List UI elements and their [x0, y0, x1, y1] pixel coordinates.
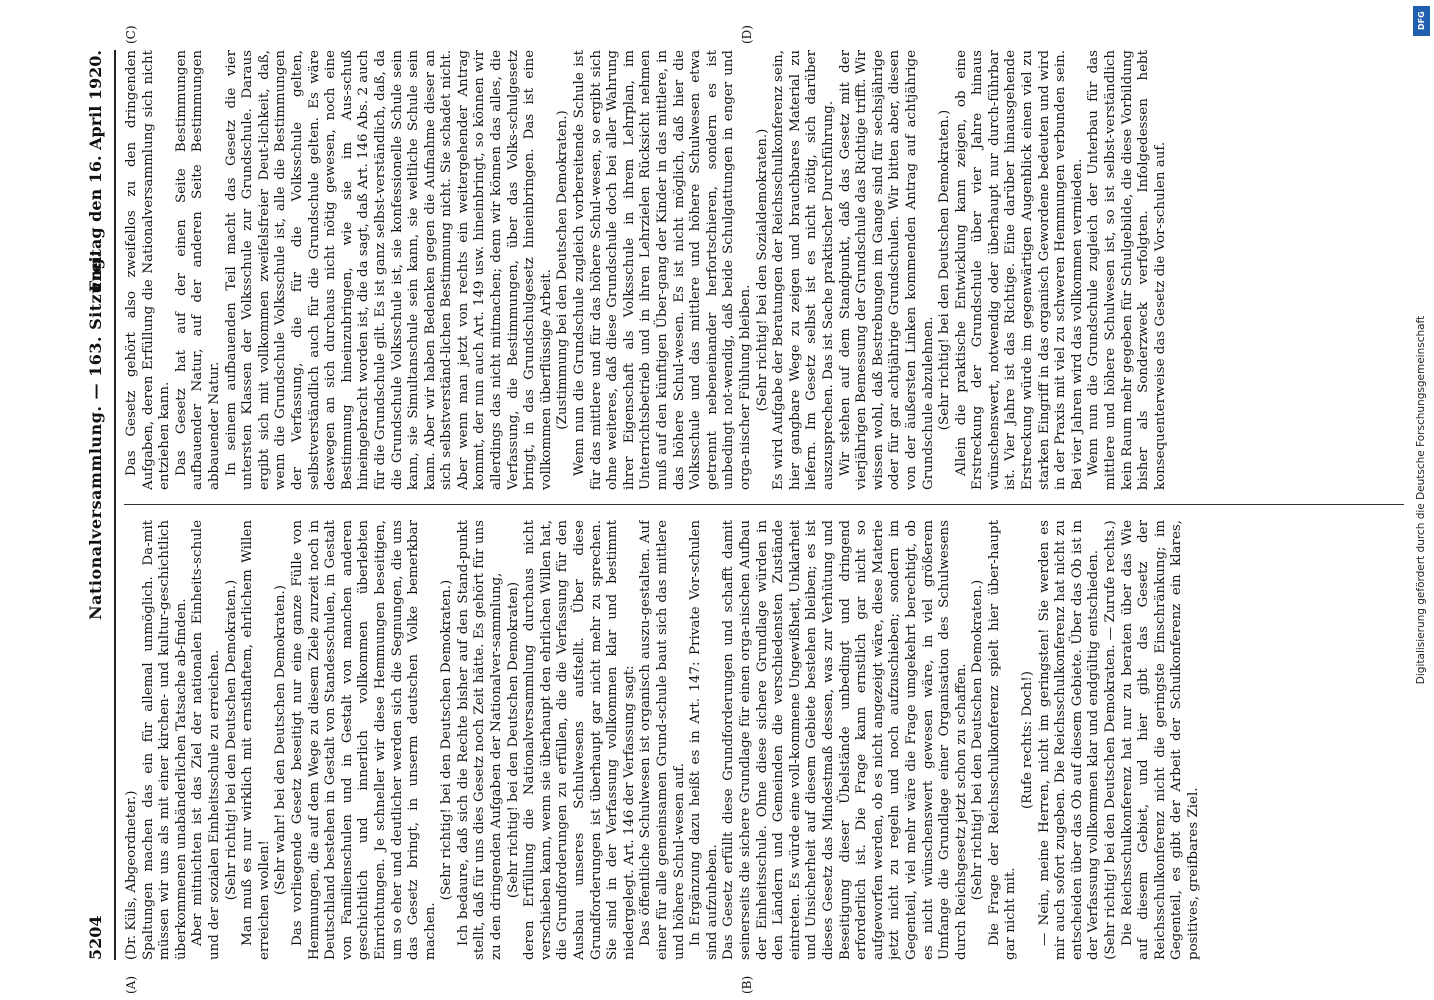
running-title: Nationalversammlung. — 163. Sitzung.	[86, 251, 105, 620]
interjection: (Sehr richtig! bei den Deutschen Demokraten.)	[223, 579, 239, 901]
paragraph: Das Gesetz erfüllt diese Grundforderungen und schafft damit seinerseits die sichere Grundlage für einen orga-nischen Aufbau der Einheitsschule. Ohne diese sichere Grundlage würden in den Ländern und Gemeinden die verschiedensten Zustände eintreten. Es würde eine voll-kommene Ungewißheit, Unklarheit und Unsicherheit auf diesem Gebiete bestehen bleiben; es ist dieses Gesetz das Mindestmaß dessen, was zur Verhütung und Beseitigung dieser Übelstände unbedingt und dringend erforderlich ist. Die Frage kann ernstlich gar nicht so aufgeworfen werden, ob es nicht angezeigt wäre, diese Materie jetzt nicht zu regeln und noch aufzuschieben; sondern im Gegenteil, viel mehr wäre die Frage umgekehrt berechtigt, ob es nicht wünschenswert gewesen wäre, in viel größerem Umfange die Grundlage einer Organisation des Schulwesens durch Reichsgesetz jetzt schon zu schaffen.	[721, 520, 969, 960]
session-date: Freitag den 16. April 1920.	[86, 50, 105, 293]
margin-marker-c: (C)	[124, 25, 138, 44]
digitization-credit: Digitalisierung gefördert durch die Deutsche Forschungsgemeinschaft	[1415, 315, 1427, 685]
interjection: (Sehr richtig! bei den Deutschen Demokraten.)	[970, 579, 986, 901]
scan-sidebar	[1410, 0, 1434, 1000]
interjection: (Zustimmung bei den Deutschen Demokraten.)	[555, 110, 571, 430]
interjection: (Sehr richtig! bei den Deutschen Demokraten.)	[937, 109, 953, 431]
document-page	[80, 25, 1410, 994]
paragraph: Es wird Aufgabe der Beratungen der Reichsschulkonferenz sein, hier gangbare Wege zu zeigen und brauchbares Material zu liefern. Im Gesetz selbst ist es nicht nötig, sich darüber auszusprechen. Das ist Sache praktischer Durchführung.	[771, 50, 836, 490]
paragraph: Wir stehen auf dem Standpunkt, daß das Gesetz mit der vierjährigen Bemessung der Grundschule das Richtige trifft. Wir wissen wohl, daß Bestrebungen im Gange sind für sechsjährige oder für gar achtjährige Grundschulen. Wir bitten aber, diesen von der äußersten Linken kommenden Antrag auf achtjährige Grundschule abzulehnen.	[837, 50, 936, 490]
interjection: (Rufe rechts: Doch!)	[1020, 670, 1036, 810]
column-divider	[124, 504, 1404, 505]
paragraph: Die Frage der Reichsschulkonferenz spielt hier über-haupt gar nicht mit.	[986, 520, 1019, 960]
paragraph: Wenn nun die Grundschule zugleich vorbereitende Schule ist für das mittlere und für das höhere Schul-wesen, so ergibt sich ohne weiteres, daß diese Grundschule doch bei aller Wahrung ihrer Eigenschaft als Volksschule in ihrem Lehrplan, im Unterrichtsbetrieb und in ihren Lehrzielen Rücksicht nehmen muß auf den künftigen Über-gang der Kinder in das mittlere, in das höhere Schul-wesen. Es ist nicht möglich, daß hier die Volksschule und das mittlere und höhere Schulwesen etwa getrennt nebeneinander herfortschieren, sondern es ist unbedingt not-wendig, daß beide Schulgattungen in enger und orga-nischer Fühlung bleiben.	[572, 50, 753, 490]
page-header	[80, 50, 116, 960]
interjection: (Sehr richtig! bei den Deutschen Demokraten. — Zurufe rechts.)	[1103, 520, 1119, 960]
margin-marker-b: (B)	[740, 975, 754, 994]
text-column-right	[124, 50, 1404, 490]
margin-marker-a: (A)	[124, 975, 138, 994]
margin-marker-d: (D)	[740, 25, 754, 44]
interjection: (Sehr richtig! bei den Sozialdemokraten.)	[754, 128, 770, 412]
interjection: (Sehr richtig! bei den Deutschen Demokraten.)	[439, 579, 455, 901]
paragraph: (Dr. Küls, Abgeordneter.)	[124, 790, 139, 960]
paragraph: Das Gesetz hat auf der einen Seite Bestimmungen aufbauender Natur, auf der anderen Seite Bestimmungen abbauender Natur.	[173, 50, 222, 490]
paragraph: deren Erfüllung die Nationalversammlung durchaus nicht verschieben kann, wenn sie überhaupt den ehrlichen Willen hat, die Grundforderungen zu erfüllen, die die Verfassung für den Ausbau unseres Schulwesens aufstellt. Über diese Grundforderungen ist überhaupt gar nicht mehr zu sprechen. Sie sind in der Verfassung vollkommen klar und bestimmt niedergelegt. Art. 146 der Verfassung sagt:	[522, 520, 637, 960]
paragraph: Spaltungen machen das ein für allemal unmöglich. Da-mit müssen wir uns als mit einer kirchen- und kultur-geschichtlich überkommenen unabänderlichen Tatsache ab-finden.	[140, 520, 189, 960]
paragraph: Ich bedaure, daß sich die Rechte bisher auf den Stand-punkt stellt, daß für uns dies Gesetz noch Zeit hätte. Es gehört für uns zu den dringenden Aufgaben der Nationalver-sammlung,	[455, 520, 505, 960]
paragraph: Man muß es nur wirklich mit ernsthaftem, ehrlichem Willen erreichen wollen!	[240, 520, 272, 960]
paragraph: In Ergänzung dazu heißt es in Art. 147: Private Vor-schulen sind aufzuheben.	[688, 520, 720, 960]
paragraph: Wenn nun die Grundschule zugleich der Unterbau für das mittlere und höhere Schulwesen ist, so ist selbst-verständlich kein Raum mehr gegeben für Schulgebilde, die diese Vorbildung bisher als Sonderzweck verfolgten. Infolgedessen hebt konsequenterweise das Gesetz die Vor-schulen auf.	[1086, 50, 1168, 490]
interjection: (Sehr wahr! bei den Deutschen Demokraten.)	[273, 585, 289, 895]
paragraph: Das Gesetz gehört also zweifellos zu den dringenden Aufgaben, deren Erfüllung die Nationalversammlung sich nicht entziehen kann.	[124, 50, 173, 490]
paragraph: Die Reichsschulkonferenz hat nur zu beraten über das Wie auf diesem Gebiet, und hier gibt das Gesetz der Reichsschulkonferenz nicht die geringste Einschränkung; im Gegenteil, es gibt der Arbeit der Schulkonferenz ein klares, positives, greifbares Ziel.	[1119, 520, 1201, 960]
paragraph: In seinem aufbauenden Teil macht das Gesetz die vier untersten Klassen der Volksschule zur Grundschule. Daraus ergibt sich mit vollkommen zweifelsfreier Deut-lichkeit, daß, wenn die Grundschule Volksschule ist, alle die Bestimmungen der Verfassung, die für die Volksschule gelten, selbstverständlich auch für die Grundschule gelten. Es wäre deswegen an sich durchaus nicht nötig gewesen, noch eine Bestimmung hineinzubringen, wie sie im Aus-schuß hineingebracht worden ist, die da sagt, daß Art. 146 Abs. 2 auch für die Grundschule gilt. Es ist ganz selbst-verständlich, daß, da die Grundschule Volksschule ist, sie konfessionelle Schule sein kann, sie Simultanschule sein kann, sie weltliche Schule sein kann. Aber wir haben Bedenken gegen die Aufnahme dieser an sich selbstverständ-lichen Bestimmung nicht. Sie schadet nicht. Aber wenn man jetzt von rechts ein weitergehender Antrag kommt, der nun auch Art. 149 usw. hineinbringt, so können wir allerdings das nicht mitmachen; denn wir können das alles, die Verfassung, die Bestimmungen, über das Volks-schulgesetz bringt, in das Grundschulgesetz hineinbringen. Das ist eine vollkommen überflüssige Arbeit.	[223, 50, 554, 490]
paragraph: — Nein, meine Herren, nicht im geringsten! Sie werden es mir auch sofort zugeben. Die Reichsschulkonferenz hat nicht zu entscheiden über das Ob auf diesem Gebiete. Über das Ob ist in der Verfassung vollkommen klar und endgültig entschieden.	[1036, 520, 1102, 960]
page-number: 5204	[86, 915, 105, 960]
interjection: (Sehr richtig! bei den Deutschen Demokraten)	[505, 581, 521, 899]
paragraph: Allein die praktische Entwicklung kann zeigen, ob eine Erstreckung der Grundschule über vier Jahre hinaus wünschenswert, notwendig oder überhaupt nur durch-führbar ist. Vier Jahre ist das Richtige. Eine darüber hinausgehende Erstreckung würde im gegenwärtigen Augenblick einen viel zu starken Eingriff in das organisch Gewordene bedeuten und wird in der Praxis mit viel zu schweren Hemmungen verbunden sein. Bei vier Jahren wird das vollkommen vermieden.	[953, 50, 1085, 490]
text-column-left	[124, 520, 1404, 960]
paragraph: Das vorliegende Gesetz beseitigt nur eine ganze Fülle von Hemmungen, die auf dem Wege zu diesem Ziele zurzeit noch in Deutschland bestehen in Gestalt von Standesschulen, in Gestalt von Familienschulen und in Gestalt von manchen anderen geschichtlich und innerlich vollkommen überlebten Einrichtungen. Je schneller wir diese Hemmungen beseitigen, um so eher und deutlicher werden sich die Segnungen, die uns das Gesetz bringt, in unserm deutschen Volke bemerkbar machen.	[289, 520, 438, 960]
quotation: Das öffentliche Schulwesen ist organisch auszu-gestalten. Auf einer für alle gemeinsamen Grund-schule baut sich das mittlere und höhere Schul-wesen auf.	[638, 520, 687, 960]
dfg-logo: DFG	[1413, 6, 1430, 36]
paragraph: Aber mitnichten ist das Ziel der nationalen Einheits-schule und der sozialen Einheitsschule zu erreichen.	[190, 520, 222, 960]
